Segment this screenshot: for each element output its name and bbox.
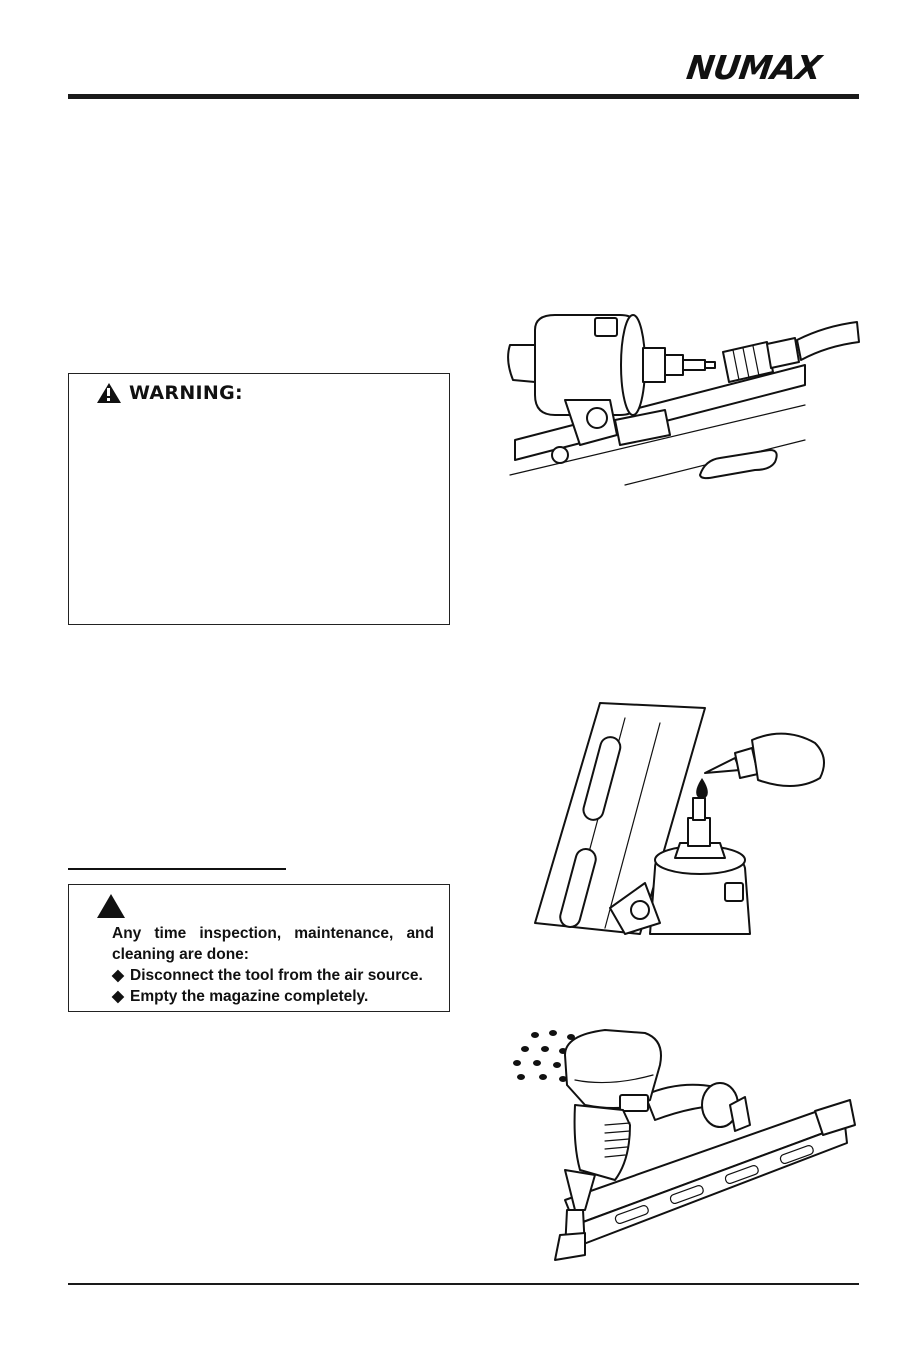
caution-intro-line-1: Any time inspection, maintenance, and bbox=[112, 925, 434, 942]
warning-title bbox=[97, 382, 243, 404]
caution-triangle-icon bbox=[97, 894, 125, 918]
caution-box bbox=[68, 884, 450, 1012]
section-heading-underline bbox=[68, 868, 286, 870]
caution-bullet bbox=[112, 986, 434, 1007]
caution-bullet bbox=[112, 965, 434, 986]
bullet-diamond-icon: ◆ bbox=[112, 988, 124, 1005]
footer-rule bbox=[68, 1283, 859, 1285]
warning-triangle-icon bbox=[97, 383, 121, 403]
oiling-illustration bbox=[530, 698, 830, 934]
header-rule bbox=[68, 94, 859, 99]
warning-label: WARNING: bbox=[129, 382, 243, 404]
caution-bullet-text: Empty the magazine completely. bbox=[130, 988, 369, 1005]
bullet-diamond-icon: ◆ bbox=[112, 967, 124, 984]
caution-bullet-text: Disconnect the tool from the air source. bbox=[130, 967, 423, 984]
caution-intro-line-2: cleaning are done: bbox=[112, 946, 249, 963]
warning-box bbox=[68, 373, 450, 625]
logo-text: NUMAX bbox=[684, 48, 823, 87]
nailer-exhaust-illustration bbox=[505, 1025, 857, 1265]
numax-logo bbox=[683, 48, 861, 88]
air-fitting-illustration bbox=[505, 310, 860, 490]
caution-text bbox=[112, 923, 434, 1007]
